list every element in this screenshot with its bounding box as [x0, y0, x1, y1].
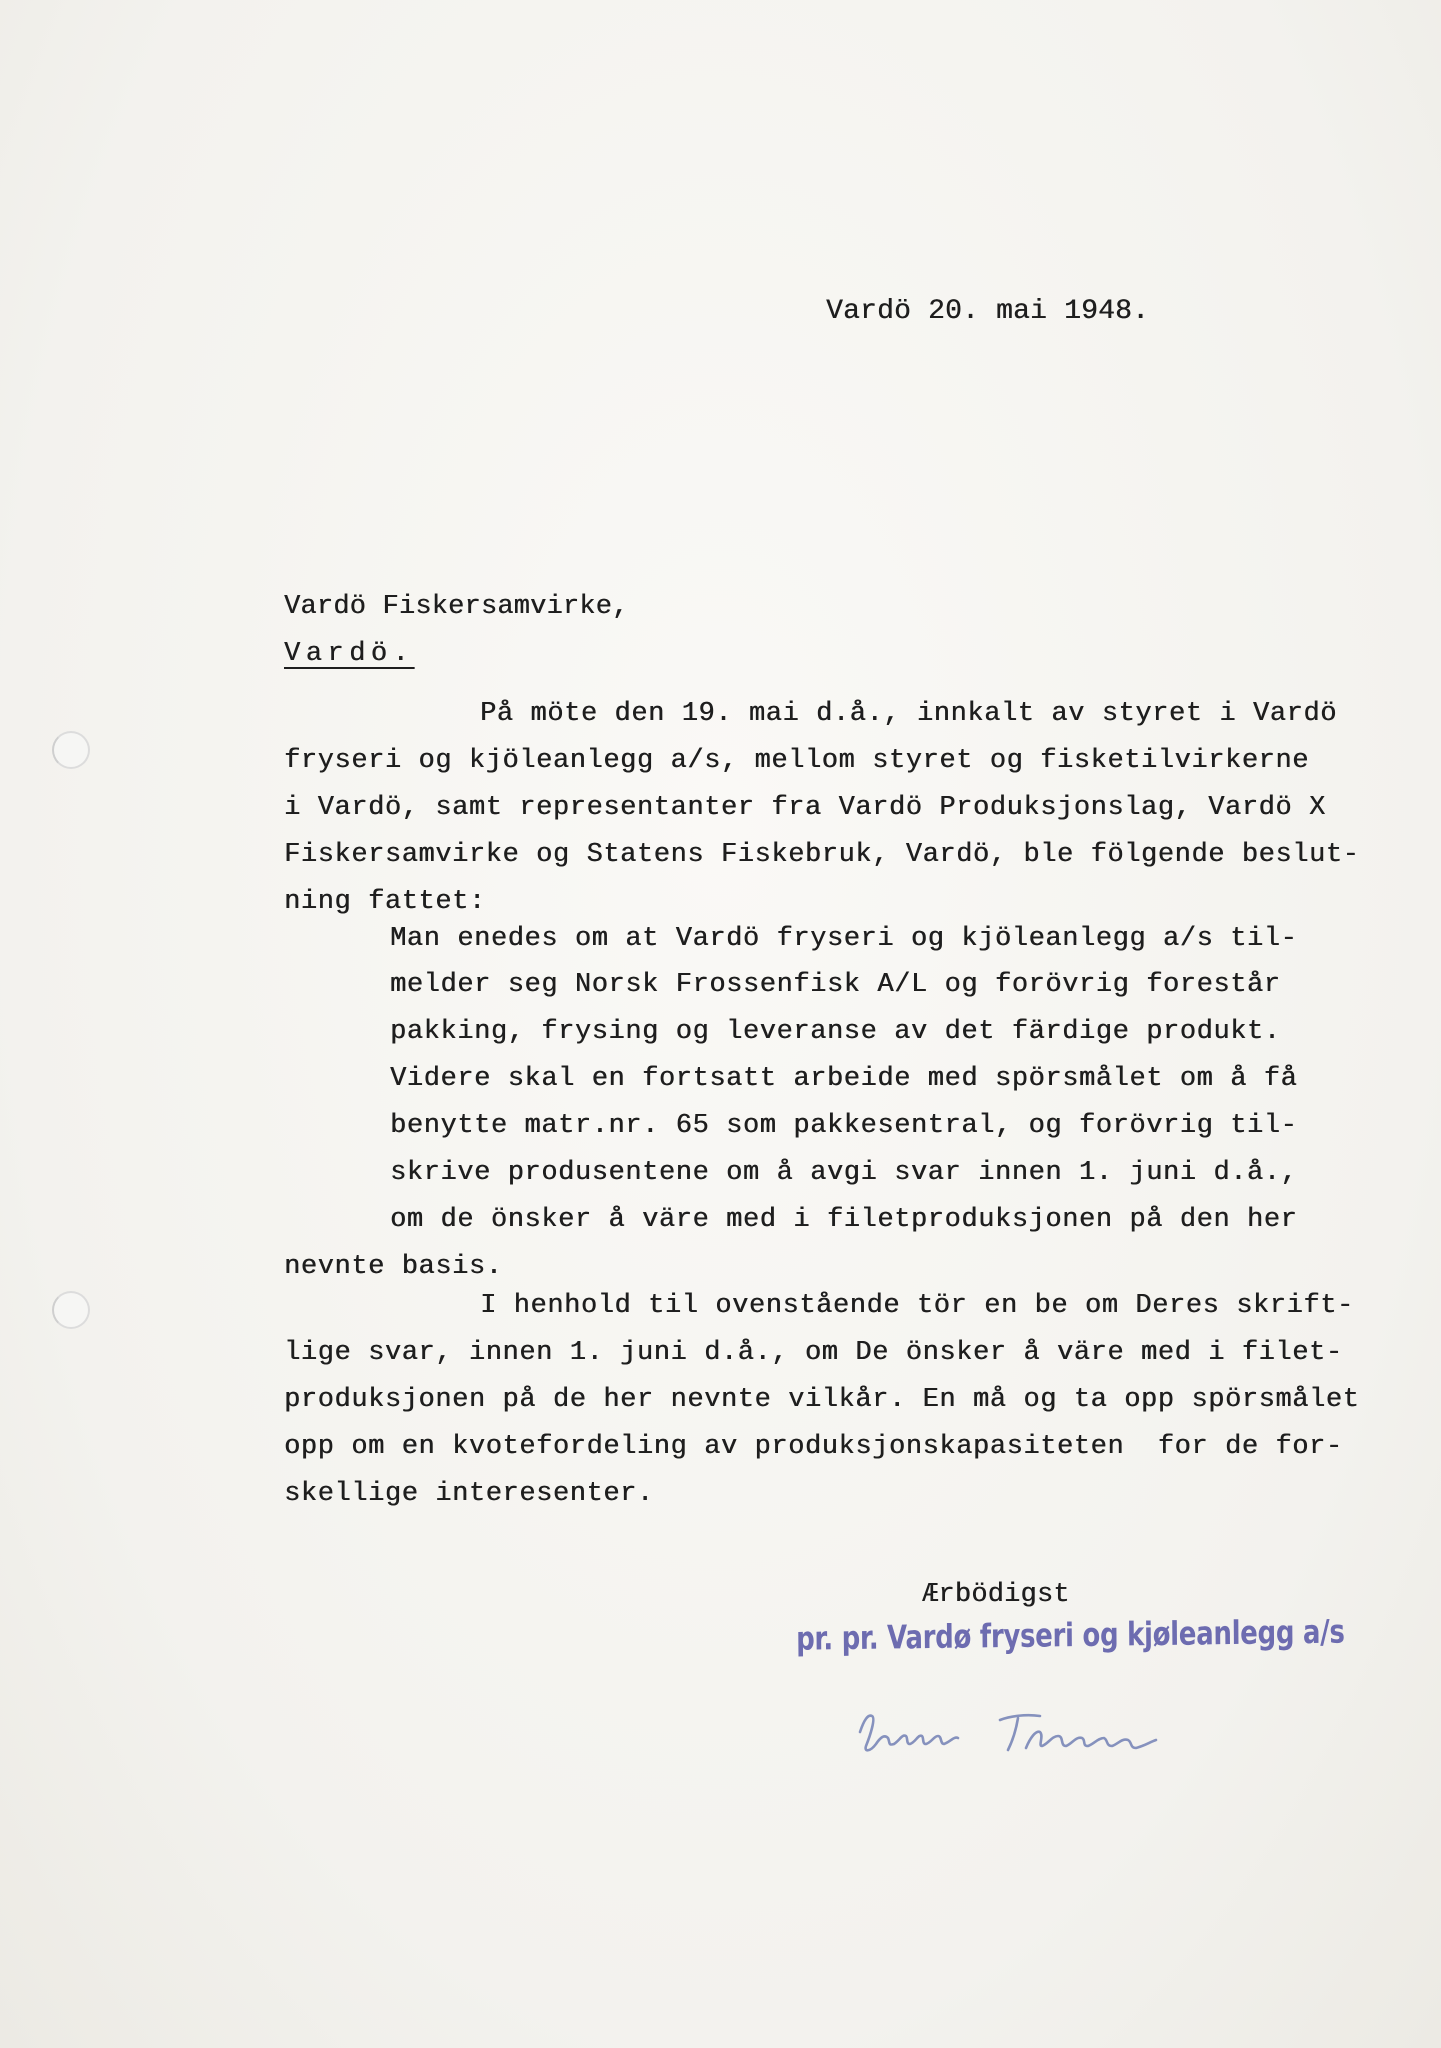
body-line: melder seg Norsk Frossenfisk A/L og forövrig forestår	[390, 970, 1281, 1000]
body-line: benytte matr.nr. 65 som pakkesentral, og forövrig til-	[390, 1111, 1298, 1141]
body-line: I henhold til ovenstående tör en be om Deres skrift-	[480, 1291, 1354, 1321]
body-line: fryseri og kjöleanlegg a/s, mellom styret og fisketilvirkerne	[284, 746, 1309, 776]
letter-closing: Ærbödigst	[922, 1580, 1070, 1610]
body-line: Fiskersamvirke og Statens Fiskebruk, Vardö, ble fölgende beslut-	[284, 840, 1360, 870]
body-line: Man enedes om at Vardö fryseri og kjöleanlegg a/s til-	[390, 924, 1298, 954]
body-line: om de önsker å väre med i filetproduksjonen på den her	[390, 1205, 1298, 1235]
company-stamp: pr. pr. Vardø fryseri og kjøleanlegg a/s	[796, 1613, 1345, 1659]
body-line: nevnte basis.	[284, 1252, 503, 1282]
body-line: skellige interesenter.	[284, 1479, 654, 1509]
body-line: lige svar, innen 1. juni d.å., om De önsker å väre med i filet-	[284, 1338, 1343, 1368]
body-line: skrive produsentene om å avgi svar innen 1. juni d.å.,	[390, 1158, 1298, 1188]
body-line: Videre skal en fortsatt arbeide med spörsmålet om å få	[390, 1064, 1298, 1094]
punch-hole-lower	[52, 1291, 90, 1329]
punch-hole-upper	[52, 731, 90, 769]
letter-date: Vardö 20. mai 1948.	[826, 296, 1150, 327]
body-line: i Vardö, samt representanter fra Vardö Produksjonslag, Vardö X	[284, 793, 1326, 823]
body-line: produksjonen på de her nevnte vilkår. En må og ta opp spörsmålet	[284, 1385, 1360, 1415]
body-line: pakking, frysing og leveranse av det färdige produkt.	[390, 1017, 1281, 1047]
body-line: På möte den 19. mai d.å., innkalt av styret i Vardö	[480, 699, 1337, 729]
recipient-city: Vardö.	[284, 639, 415, 669]
body-line: opp om en kvotefordeling av produksjonskapasiteten for de for-	[284, 1432, 1343, 1462]
body-line: ning fattet:	[284, 887, 486, 917]
handwritten-signature	[850, 1690, 1230, 1770]
recipient-name: Vardö Fiskersamvirke,	[284, 592, 629, 622]
